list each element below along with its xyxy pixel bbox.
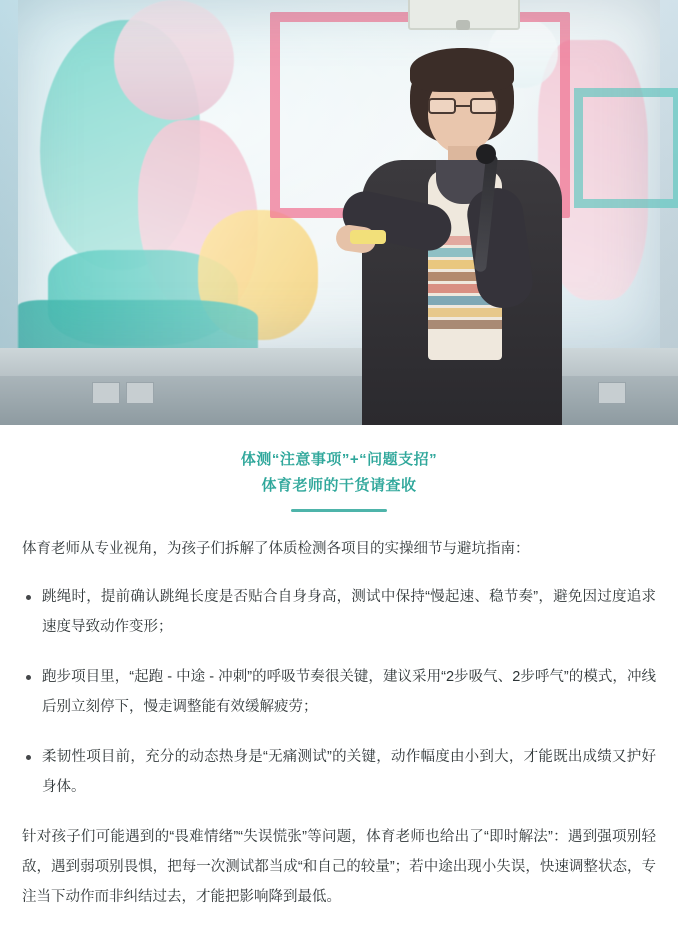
hair-fringe xyxy=(410,48,514,92)
list-item: 跑步项目里，“起跑 - 中途 - 冲刺”的呼吸节奏很关键，建议采用“2步吸气、2步呼气”的模式，冲线后别立刻停下，慢走调整能有效缓解疲劳； xyxy=(22,662,656,722)
sweater-stripe xyxy=(428,308,502,317)
sweater-stripe xyxy=(428,320,502,329)
list-item: 跳绳时，提前确认跳绳长度是否贴合自身身高，测试中保持“慢起速、稳节奏”，避免因过度追求速度导致动作变形； xyxy=(22,582,656,642)
heading-divider xyxy=(291,509,387,512)
lens-right xyxy=(470,98,498,114)
projected-shape xyxy=(138,120,258,320)
closing-paragraph: 针对孩子们可能遇到的“畏难情绪”“失误慌张”等问题，体育老师也给出了“即时解法”：遇到强项别轻敌，遇到弱项别畏惧，把每一次测试都当成“和自己的较量”；若中途出现小失误，快速调整状态，专注当下动作而非纠结过去，才能把影响降到最低。 xyxy=(22,829,656,905)
held-note xyxy=(350,230,386,244)
wall-outlet xyxy=(598,382,626,404)
projected-frame xyxy=(574,88,678,208)
projected-shape xyxy=(198,210,318,340)
projected-shape xyxy=(40,20,200,270)
projected-shape xyxy=(48,250,238,346)
page-subtitle: 体育老师的干货请查收 xyxy=(261,477,417,494)
speaker-figure xyxy=(352,48,572,425)
projected-shape xyxy=(114,0,234,120)
page-title: 体测“注意事项”+“问题支招” xyxy=(240,451,438,468)
article-hero-photo xyxy=(0,0,678,425)
microphone-head xyxy=(476,144,496,164)
hanging-sign xyxy=(408,0,520,30)
list-item: 柔韧性项目前，充分的动态热身是“无痛测试”的关键，动作幅度由小到大，才能既出成绩又护好身体。 xyxy=(22,742,656,802)
intro-paragraph: 体育老师从专业视角，为孩子们拆解了体质检测各项目的实操细节与避坑指南： xyxy=(22,541,530,557)
eyeglasses-icon xyxy=(428,98,498,114)
wall-outlet xyxy=(92,382,120,404)
lens-left xyxy=(428,98,456,114)
wall-outlet xyxy=(126,382,154,404)
article-heading xyxy=(0,425,678,512)
article-body xyxy=(0,512,678,940)
wall-upper xyxy=(0,348,678,376)
tips-list xyxy=(22,582,656,802)
